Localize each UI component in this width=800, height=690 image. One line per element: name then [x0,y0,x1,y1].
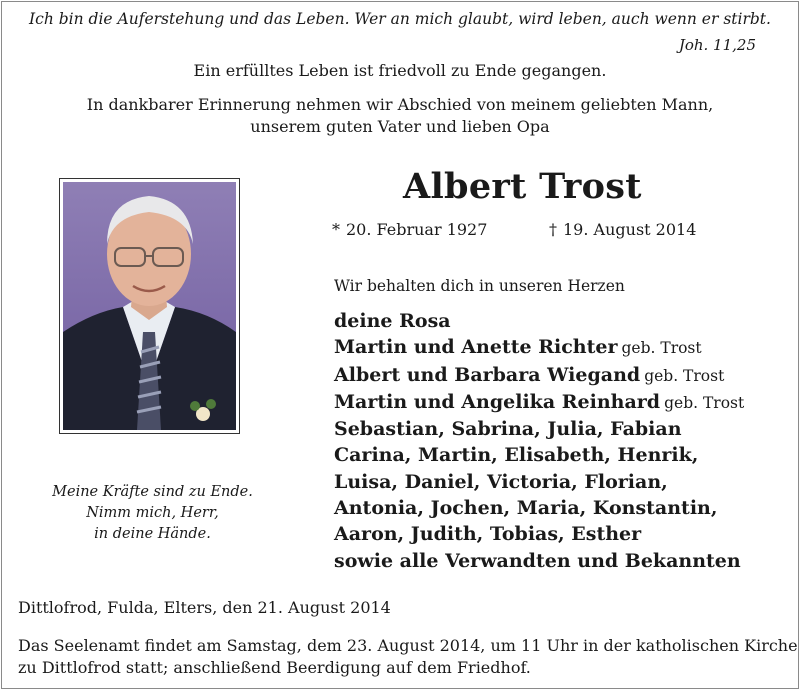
funeral-info-line: Das Seelenamt findet am Samstag, dem 23. August 2014, um 11 Uhr in der katholischen Kirche [18,636,798,655]
list-item: Albert und Barbara Wiegand geb. Trost [334,363,725,386]
list-item: Martin und Angelika Reinhard geb. Trost [334,390,745,413]
quote-line: Nimm mich, Herr, [86,505,219,521]
death-date-text: 19. August 2014 [563,220,697,239]
death-date [549,220,696,239]
list-item: Aaron, Judith, Tobias, Esther [334,523,642,546]
intro-line: Ein erfülltes Leben ist friedvoll zu Ende gegangen. [193,61,607,80]
funeral-info [18,635,798,679]
list-item: Antonia, Jochen, Maria, Konstantin, [334,497,718,520]
cross-symbol: † [549,220,557,239]
list-item: deine Rosa [334,310,451,332]
birth-date-text: 20. Februar 1927 [346,220,488,239]
intro-text-line: unserem guten Vater und lieben Opa [250,117,550,136]
verse-reference: Joh. 11,25 [678,36,756,54]
list-item: Carina, Martin, Elisabeth, Henrik, [334,444,699,467]
intro-text [0,94,800,138]
place-and-date: Dittlofrod, Fulda, Elters, den 21. August 2014 [18,598,391,617]
quote-line: Meine Kräfte sind zu Ende. [52,484,253,500]
deceased-name: Albert Trost [403,166,642,207]
birth-date [332,220,487,239]
list-item: Martin und Anette Richter geb. Trost [334,336,702,359]
list-item: sowie alle Verwandten und Bekannten [334,549,741,572]
mourners-heading: Wir behalten dich in unseren Herzen [334,277,625,295]
portrait-photo-frame [59,178,240,434]
mourners-list [334,308,744,574]
bible-verse: Ich bin die Auferstehung und das Leben. Wer an mich glaubt, wird leben, auch wenn er stirbt. [29,10,771,28]
portrait-photo [63,182,236,430]
funeral-info-line: zu Dittlofrod statt; anschließend Beerdigung auf dem Friedhof. [18,658,531,677]
portrait-illustration [63,182,236,430]
birth-symbol: * [332,220,340,239]
quote-line: in deine Hände. [94,526,211,542]
list-item: Sebastian, Sabrina, Julia, Fabian [334,418,682,441]
list-item: Luisa, Daniel, Victoria, Florian, [334,470,668,493]
quote [40,482,265,545]
intro-text-line: In dankbarer Erinnerung nehmen wir Abschied von meinem geliebten Mann, [86,95,714,114]
